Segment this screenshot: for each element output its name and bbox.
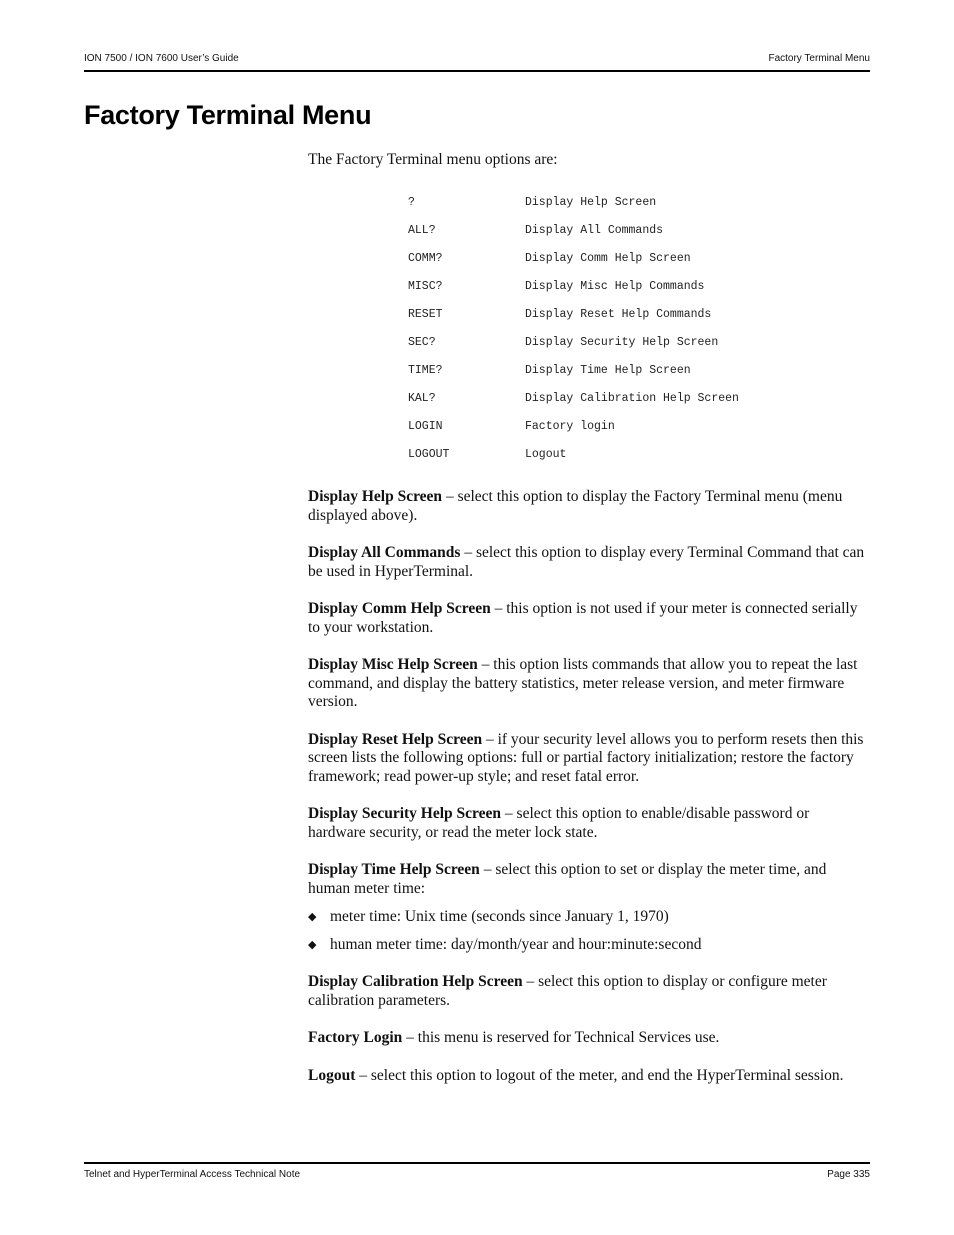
description-text: – select this option to display the Factory Terminal menu (menu displayed above). bbox=[308, 488, 843, 524]
menu-command: ? bbox=[408, 196, 415, 209]
description-text: – if your security level allows you to perform resets then this screen lists the following options: full or partial factory initialization; restore the factory framework; read power-up style; and reset fatal error. bbox=[308, 730, 864, 785]
description-paragraph bbox=[308, 805, 870, 842]
description-term: Display Help Screen bbox=[308, 488, 443, 505]
menu-description: Display Reset Help Commands bbox=[525, 308, 712, 321]
menu-row bbox=[408, 389, 828, 417]
description-term: Display Reset Help Screen bbox=[308, 730, 483, 748]
menu-row bbox=[408, 445, 828, 473]
intro-text: The Factory Terminal menu options are: bbox=[308, 151, 558, 168]
description-term: Display Calibration Help Screen bbox=[308, 973, 523, 990]
description-text: – select this option to logout of the meter, and end the HyperTerminal session. bbox=[355, 1066, 844, 1084]
bullet-list bbox=[308, 908, 870, 955]
description-text: – this option lists commands that allow you to repeat the last command, and display the battery statistics, meter release version, and meter firmware version. bbox=[308, 656, 858, 710]
footer-doc-title: Telnet and HyperTerminal Access Technical Note bbox=[84, 1169, 301, 1180]
menu-row bbox=[408, 221, 828, 249]
diamond-bullet-icon: ◆ bbox=[308, 938, 317, 951]
bullet-text: meter time: Unix time (seconds since January 1, 1970) bbox=[330, 907, 669, 925]
menu-row bbox=[408, 193, 828, 221]
menu-row bbox=[408, 361, 828, 389]
description-paragraph bbox=[308, 600, 870, 637]
description-paragraph bbox=[308, 731, 870, 787]
description-paragraph bbox=[308, 861, 870, 898]
menu-description: Display Misc Help Commands bbox=[525, 280, 705, 293]
menu-command: MISC? bbox=[408, 280, 443, 293]
bullet-text: human meter time: day/month/year and hour:minute:second bbox=[330, 935, 702, 953]
menu-description: Display Security Help Screen bbox=[525, 336, 719, 349]
menu-row bbox=[408, 249, 828, 277]
menu-row bbox=[408, 277, 828, 305]
description-term: Display Security Help Screen bbox=[308, 805, 502, 822]
description-text: – select this option to enable/disable password or hardware security, or read the meter lock state. bbox=[308, 805, 810, 841]
description-term: Logout bbox=[308, 1066, 356, 1084]
description-paragraph bbox=[308, 973, 870, 1010]
menu-command: KAL? bbox=[408, 392, 436, 405]
menu-command: ALL? bbox=[408, 224, 436, 237]
description-paragraph bbox=[308, 544, 870, 581]
terminal-menu-listing bbox=[408, 193, 828, 473]
page-title: Factory Terminal Menu bbox=[84, 100, 372, 130]
description-text: – this option is not used if your meter is connected serially to your workstation. bbox=[308, 600, 858, 636]
description-paragraph bbox=[308, 656, 870, 712]
menu-description: Display All Commands bbox=[525, 224, 664, 237]
menu-description: Factory login bbox=[525, 420, 615, 433]
description-text: – select this option to display or configure meter calibration parameters. bbox=[308, 973, 827, 1009]
menu-row bbox=[408, 333, 828, 361]
header-section-title: Factory Terminal Menu bbox=[768, 53, 870, 64]
list-item bbox=[308, 936, 870, 955]
menu-command: SEC? bbox=[408, 336, 436, 349]
menu-description: Display Comm Help Screen bbox=[525, 252, 691, 265]
description-text: – select this option to display every Terminal Command that can be used in HyperTerminal. bbox=[308, 544, 865, 580]
menu-command: RESET bbox=[408, 308, 443, 321]
description-term: Display Time Help Screen bbox=[308, 861, 480, 878]
menu-row bbox=[408, 305, 828, 333]
menu-description: Display Calibration Help Screen bbox=[525, 392, 739, 405]
description-paragraph bbox=[308, 1067, 870, 1086]
list-item bbox=[308, 908, 870, 927]
header-doc-title: ION 7500 / ION 7600 User’s Guide bbox=[84, 53, 239, 64]
menu-command: LOGIN bbox=[408, 420, 443, 433]
menu-command: COMM? bbox=[408, 252, 443, 265]
description-paragraph bbox=[308, 488, 870, 525]
description-term: Display All Commands bbox=[308, 544, 461, 561]
menu-description: Display Time Help Screen bbox=[525, 364, 691, 377]
description-text: – this menu is reserved for Technical Services use. bbox=[402, 1029, 720, 1046]
description-term: Factory Login bbox=[308, 1029, 403, 1046]
menu-command: TIME? bbox=[408, 364, 443, 377]
diamond-bullet-icon: ◆ bbox=[308, 910, 317, 923]
menu-row bbox=[408, 417, 828, 445]
menu-description: Display Help Screen bbox=[525, 196, 657, 209]
menu-description: Logout bbox=[525, 448, 567, 461]
description-term: Display Comm Help Screen bbox=[308, 600, 491, 617]
menu-command: LOGOUT bbox=[408, 448, 450, 461]
page-number: Page 335 bbox=[827, 1169, 870, 1180]
description-term: Display Misc Help Screen bbox=[308, 656, 478, 673]
descriptions bbox=[308, 488, 870, 1104]
description-paragraph bbox=[308, 1029, 870, 1048]
description-text: – select this option to set or display the meter time, and human meter time: bbox=[308, 861, 827, 897]
page-header bbox=[84, 52, 870, 72]
page-footer bbox=[84, 1162, 870, 1184]
